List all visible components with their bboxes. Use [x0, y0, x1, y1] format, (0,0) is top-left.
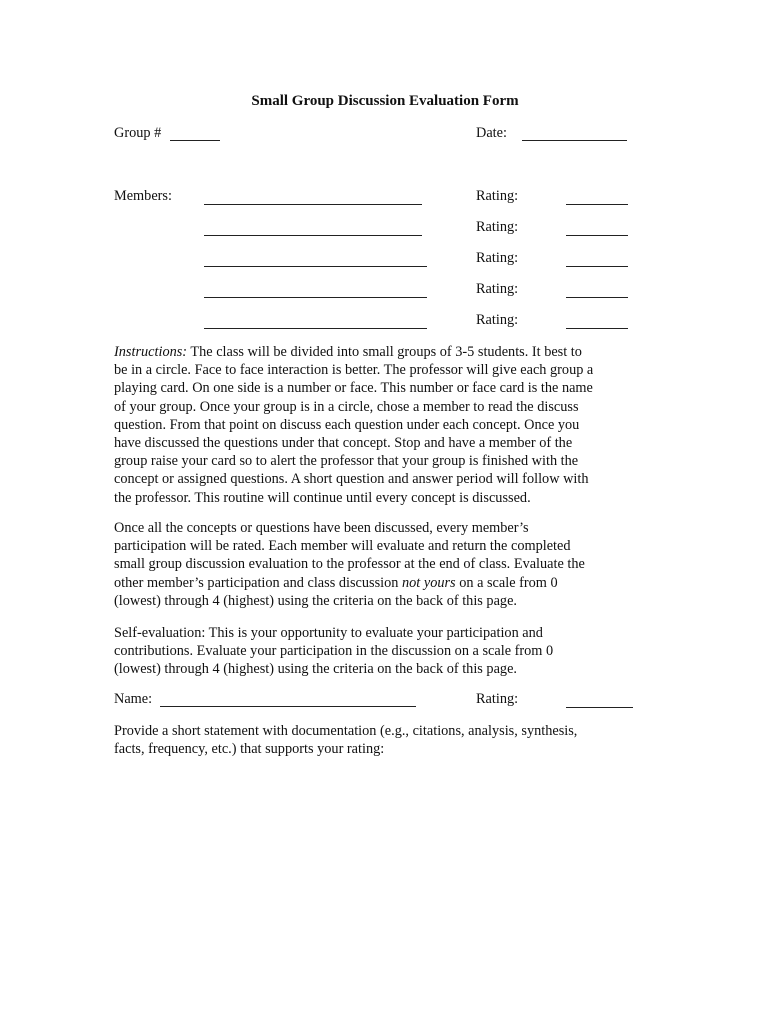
member-rating-input-1[interactable]: [566, 190, 628, 205]
date-label: Date:: [476, 125, 507, 141]
self-evaluation-line-1: Self-evaluation: This is your opportunity to evaluate your participation and: [114, 625, 543, 641]
members-label: Members:: [114, 188, 172, 204]
self-evaluation-line-3: (lowest) through 4 (highest) using the criteria on the back of this page.: [114, 661, 517, 678]
instructions-line-4: of your group. Once your group is in a circle, chose a member to read the discuss: [114, 398, 579, 415]
member-rating-input-5[interactable]: [566, 314, 628, 329]
member-rating-label-2: Rating:: [476, 219, 519, 235]
date-input[interactable]: [522, 126, 627, 141]
group-label: Group #: [114, 125, 162, 141]
evaluation-line-3: small group discussion evaluation to the professor at the end of class. Evaluate the: [114, 556, 585, 573]
instructions-line-1: Instructions: The class will be divided into small groups of 3-5 students. It best to: [114, 344, 582, 360]
evaluation-line-5: (lowest) through 4 (highest) using the criteria on the back of this page.: [114, 592, 517, 609]
not-yours-emphasis: not yours: [402, 574, 456, 591]
member-name-input-2[interactable]: [204, 221, 422, 236]
statement-line-1: Provide a short statement with documentation (e.g., citations, analysis, synthesis,: [114, 723, 578, 739]
name-field-row: [114, 691, 416, 708]
member-rating-label-3: Rating:: [476, 250, 519, 266]
member-name-input-1[interactable]: [204, 190, 422, 205]
instructions-line-8: concept or assigned questions. A short question and answer period will follow with: [114, 471, 589, 488]
statement-paragraph: [114, 722, 659, 758]
date-field-row: [476, 125, 627, 142]
statement-line-2: facts, frequency, etc.) that supports your rating:: [114, 741, 385, 758]
evaluation-line-2: participation will be rated. Each member will evaluate and return the completed: [114, 538, 571, 555]
instructions-label: Instructions:: [114, 344, 188, 360]
self-rating-label: Rating:: [476, 691, 519, 707]
member-name-input-3[interactable]: [204, 252, 427, 267]
name-label: Name:: [114, 691, 153, 707]
group-number-input[interactable]: [170, 126, 220, 141]
evaluation-paragraph: [114, 519, 659, 610]
member-rating-label-1: Rating:: [476, 188, 519, 204]
self-evaluation-paragraph: [114, 624, 659, 679]
name-input[interactable]: [160, 692, 416, 707]
instructions-line-3: playing card. On one side is a number or face. This number or face card is the name: [114, 380, 593, 397]
member-rating-input-3[interactable]: [566, 252, 628, 267]
member-name-input-4[interactable]: [204, 283, 427, 298]
member-name-input-5[interactable]: [204, 314, 427, 329]
statement-textarea[interactable]: [114, 765, 663, 989]
instructions-line-5: question. From that point on discuss each question under each concept. Once you: [114, 416, 580, 433]
self-evaluation-line-2: contributions. Evaluate your participation in the discussion on a scale from 0: [114, 643, 554, 660]
form-title: Small Group Discussion Evaluation Form: [251, 93, 519, 109]
self-rating-input[interactable]: [566, 693, 633, 708]
group-field-row: [114, 125, 220, 142]
instructions-line-2: be in a circle. Face to face interaction is better. The professor will give each group a: [114, 362, 594, 379]
member-rating-label-4: Rating:: [476, 281, 519, 297]
instructions-line-7: group raise your card so to alert the professor that your group is finished with the: [114, 453, 579, 470]
instructions-line-6: have discussed the questions under that concept. Stop and have a member of the: [114, 435, 573, 452]
evaluation-line-4: other member’s participation and class discussion not yours on a scale from 0: [114, 574, 558, 591]
member-rating-input-2[interactable]: [566, 221, 628, 236]
instructions-paragraph: [114, 343, 659, 507]
member-rating-input-4[interactable]: [566, 283, 628, 298]
instructions-line-9: the professor. This routine will continue until every concept is discussed.: [114, 489, 531, 506]
evaluation-line-1: Once all the concepts or questions have been discussed, every member’s: [114, 520, 529, 536]
member-rating-label-5: Rating:: [476, 312, 519, 328]
